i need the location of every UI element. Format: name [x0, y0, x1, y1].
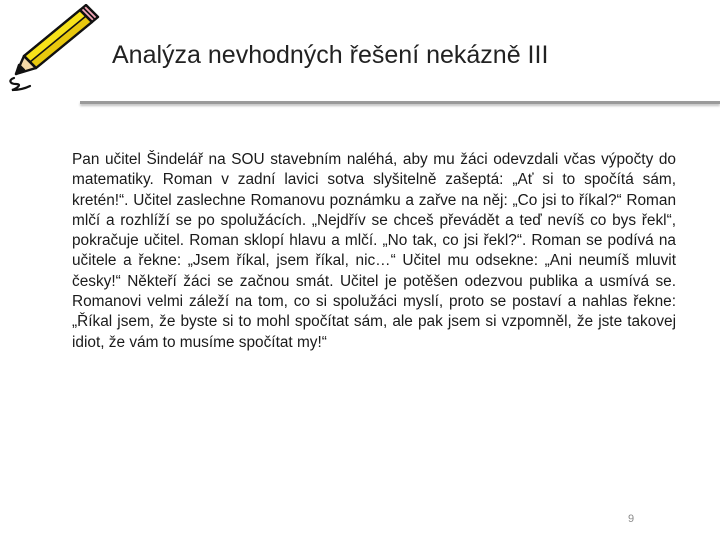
slide-title: Analýza nevhodných řešení nekázně III — [112, 41, 549, 69]
body-paragraph: Pan učitel Šindelář na SOU stavebním naléhá, aby mu žáci odevzdali včas výpočty do matematiky. Roman v zadní lavici sotva slyšitelně zašeptá: „Ať si to spočítá sám, kretén!“. Učitel zaslechne Romanovu poznámku a zařve na něj: „Co jsi to říkal?“ Roman mlčí a rozhlíží se po spolužácích. „Nejdřív se chceš převádět a teď nevíš co bys řekl“, pokračuje učitel. Roman sklopí hlavu a mlčí. „No tak, co jsi řekl?“. Roman se podívá na učitele a řekne: „Jsem říkal, jsem říkal, nic…“ Učitel mu odsekne: „Ani neumíš mluvit česky!“ Někteří žáci se začnou smát. Učitel je potěšen odezvou publika a usmívá se. Romanovi velmi záleží na tom, co si spolužáci myslí, proto se postaví a nahlas řekne: „Říkal jsem, že byste si to mohl spočítat sám, ale pak jsem si vzpomněl, že jste takovej idiot, že vám to musíme spočítat my!“ — [72, 151, 676, 351]
pencil-icon — [4, 4, 104, 96]
page-number: 9 — [628, 513, 635, 525]
title-divider — [80, 101, 720, 104]
